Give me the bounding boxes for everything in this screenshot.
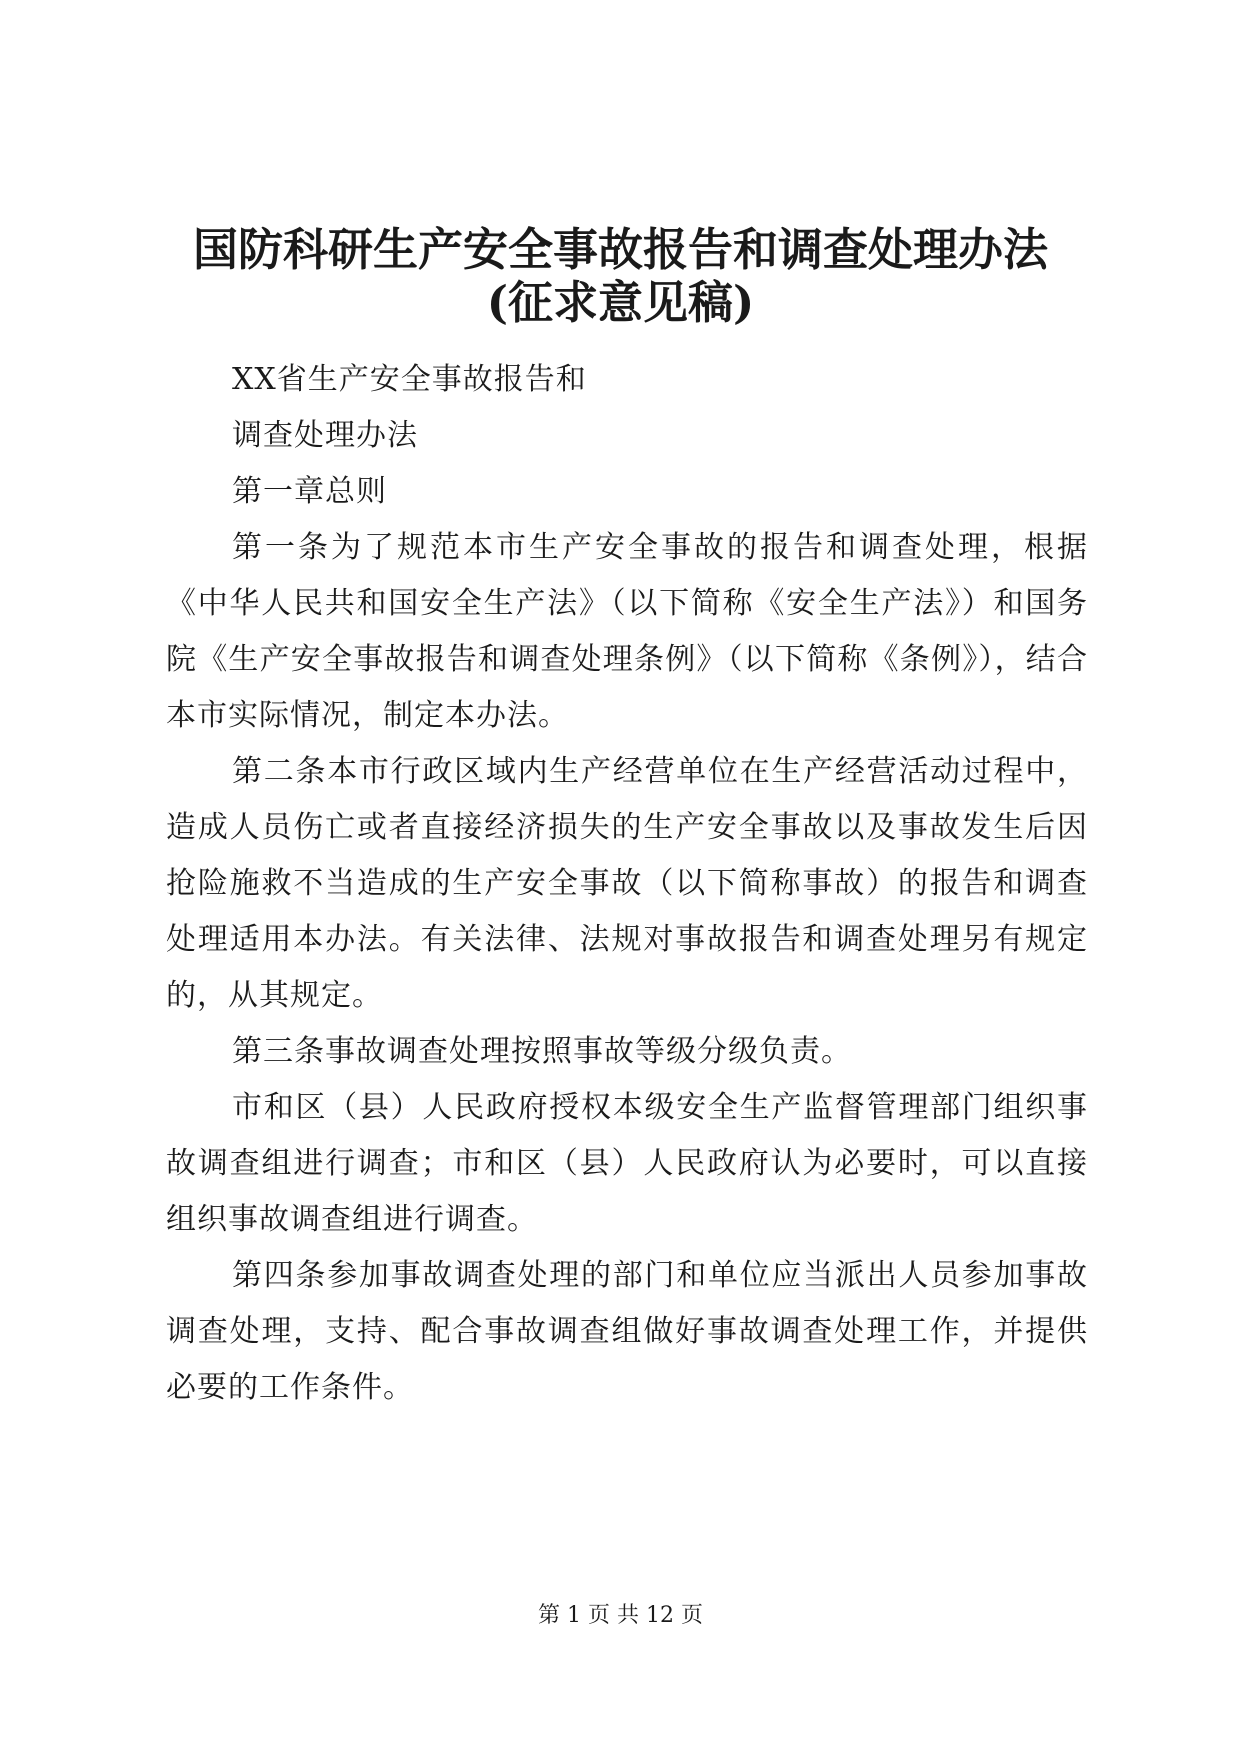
paragraph: 市和区（县）人民政府授权本级安全生产监督管理部门组织事故调查组进行调查；市和区（县）人民政府认为必要时，可以直接组织事故调查组进行调查。 bbox=[166, 1090, 1088, 1237]
paragraph: 第三条事故调查处理按照事故等级分级负责。 bbox=[232, 1034, 852, 1069]
paragraph: 调查处理办法 bbox=[232, 418, 418, 453]
document-title-line-2: (征求意见稿) bbox=[486, 276, 755, 329]
paragraph: 第二条本市行政区域内生产经营单位在生产经营活动过程中，造成人员伤亡或者直接经济损失的生产安全事故以及事故发生后因抢险施救不当造成的生产安全事故（以下简称事故）的报告和调查处理适用本办法。有关法律、法规对事故报告和调查处理另有规定的，从其规定。 bbox=[166, 754, 1088, 1013]
page-number-footer: 第 1 页 共 12 页 bbox=[538, 1603, 703, 1628]
paragraph: 第一章总则 bbox=[232, 474, 387, 509]
paragraph: 第一条为了规范本市生产安全事故的报告和调查处理，根据《中华人民共和国安全生产法》（以下简称《安全生产法》）和国务院《生产安全事故报告和调查处理条例》（以下简称《条例》），结合本市实际情况，制定本办法。 bbox=[166, 530, 1088, 733]
document-title-line-1: 国防科研生产安全事故报告和调查处理办法 bbox=[192, 223, 1048, 276]
paragraph: 第四条参加事故调查处理的部门和单位应当派出人员参加事故调查处理，支持、配合事故调查组做好事故调查处理工作，并提供必要的工作条件。 bbox=[166, 1258, 1088, 1405]
document-body bbox=[166, 352, 1088, 1416]
paragraph: XX省生产安全事故报告和 bbox=[232, 362, 587, 397]
